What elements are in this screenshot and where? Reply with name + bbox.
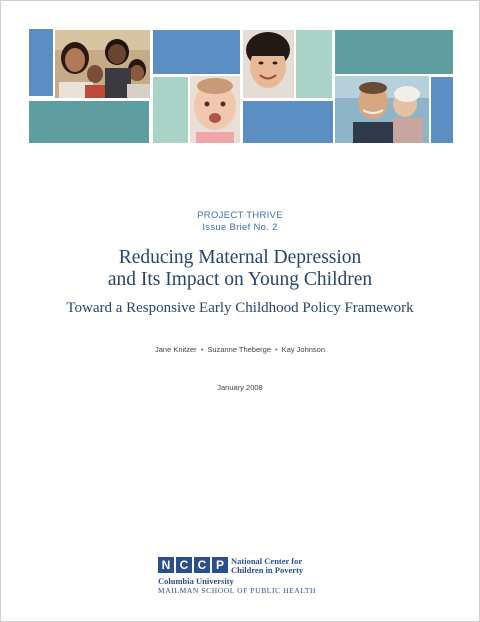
mint-tile <box>296 30 332 98</box>
school-name: MAILMAN SCHOOL OF PUBLIC HEALTH <box>158 586 317 595</box>
teal-tile <box>29 101 149 143</box>
logo-letter: C <box>194 557 210 573</box>
report-title <box>1 247 479 291</box>
mint-tile <box>153 77 188 143</box>
logo-letter: N <box>158 557 174 573</box>
title-line-2: and Its Impact on Young Children <box>107 269 373 290</box>
blue-tile <box>431 77 453 143</box>
baby-photo <box>190 76 240 143</box>
logo-letter: C <box>176 557 192 573</box>
logo-letter: P <box>212 557 228 573</box>
center-name-line-1: National Center for <box>231 556 303 566</box>
father-child-photo <box>335 76 429 143</box>
blue-tile <box>29 29 53 96</box>
center-name-line-2: Children in Poverty <box>231 565 304 575</box>
teal-tile <box>335 30 453 74</box>
author-name: Suzanne Theberge <box>207 345 271 354</box>
blue-tile <box>243 101 333 143</box>
toddler-photo <box>243 30 294 98</box>
nccp-logo <box>158 557 358 601</box>
bullet-separator-icon: • <box>275 345 278 354</box>
title-line-1: Reducing Maternal Depression <box>118 247 362 268</box>
photo-mosaic <box>1 1 479 151</box>
author-list <box>1 345 479 354</box>
family-photo <box>55 30 150 98</box>
university-name: Columbia University <box>158 576 234 586</box>
issue-number: Issue Brief No. 2 <box>202 222 278 233</box>
report-subtitle: Toward a Responsive Early Childhood Policy Framework <box>66 300 414 316</box>
bullet-separator-icon: • <box>200 345 204 354</box>
author-name: Kay Johnson <box>281 345 326 354</box>
author-name: Jane Knitzer <box>154 345 197 354</box>
publication-date: January 2008 <box>217 383 263 392</box>
blue-tile <box>153 30 240 74</box>
series-name: PROJECT THRIVE <box>197 210 283 221</box>
series-heading <box>1 210 479 234</box>
center-name <box>231 557 361 575</box>
